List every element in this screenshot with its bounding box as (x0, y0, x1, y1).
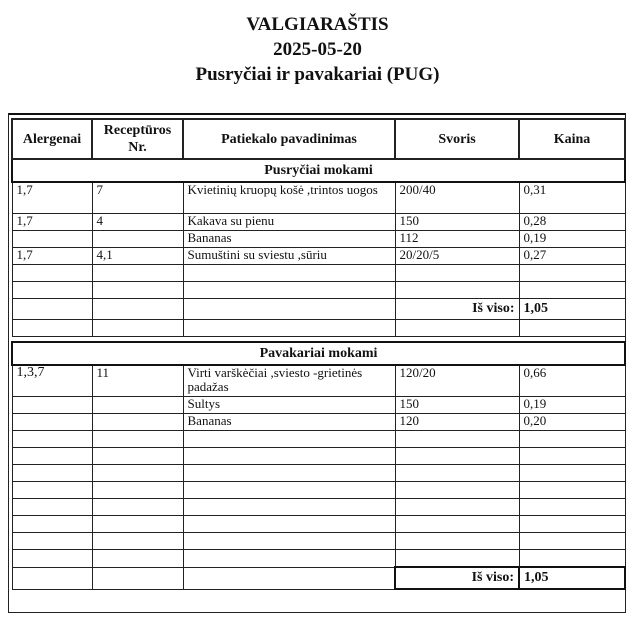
cell-recipe: 4,1 (92, 248, 183, 265)
col-price: Kaina (519, 119, 625, 159)
cell-allergens: 1,7 (12, 182, 92, 214)
col-dish-name: Patiekalo pavadinimas (183, 119, 395, 159)
section-heading-snack: Pavakariai mokami (12, 342, 625, 365)
section-snack (12, 342, 625, 365)
table-header-row (12, 119, 625, 159)
cell-recipe (92, 231, 183, 248)
table-row (12, 365, 625, 397)
cell-price: 0,66 (519, 365, 625, 397)
empty-row (12, 448, 625, 465)
cell-price: 0,31 (519, 182, 625, 214)
cell-price: 0,19 (519, 231, 625, 248)
cell-recipe: 7 (92, 182, 183, 214)
col-recipe-no-line1: Receptūros (103, 123, 172, 138)
empty-row (12, 499, 625, 516)
cell-dish-name: Virti varškėčiai ,sviesto -grietinės padažas (183, 365, 395, 397)
cell-recipe (92, 414, 183, 431)
cell-dish-name: Kvietinių kruopų košė ,trintos uogos (183, 182, 395, 214)
empty-row (12, 431, 625, 448)
cell-price: 0,27 (519, 248, 625, 265)
cell-allergens (12, 397, 92, 414)
cell-price: 0,28 (519, 214, 625, 231)
cell-dish-name: Bananas (183, 414, 395, 431)
cell-recipe (92, 397, 183, 414)
table-row (12, 214, 625, 231)
menu-title: VALGIARAŠTIS (246, 14, 389, 35)
cell-dish-name: Kakava su pienu (183, 214, 395, 231)
breakfast-total-value: 1,05 (519, 299, 625, 320)
empty-row (12, 482, 625, 499)
col-recipe-no-line2: Nr. (128, 140, 147, 155)
cell-weight: 120/20 (395, 365, 519, 397)
empty-row (12, 465, 625, 482)
cell-weight: 150 (395, 214, 519, 231)
cell-weight: 112 (395, 231, 519, 248)
cell-allergens (12, 231, 92, 248)
empty-row (12, 550, 625, 568)
empty-row (12, 533, 625, 550)
breakfast-total-row (12, 299, 625, 320)
table-row (12, 397, 625, 414)
cell-price: 0,19 (519, 397, 625, 414)
menu-date: 2025-05-20 (273, 39, 362, 60)
snack-total-value: 1,05 (519, 567, 625, 589)
empty-row (12, 265, 625, 282)
table-row (12, 414, 625, 431)
cell-weight: 20/20/5 (395, 248, 519, 265)
document-header (0, 12, 635, 87)
menu-table (11, 118, 626, 590)
table-row (12, 231, 625, 248)
snack-total-label: Iš viso: (395, 567, 519, 589)
cell-dish-name: Sultys (183, 397, 395, 414)
col-allergens: Alergenai (12, 119, 92, 159)
empty-row (12, 282, 625, 299)
snack-total-row (12, 567, 625, 589)
empty-row (12, 516, 625, 533)
cell-weight: 150 (395, 397, 519, 414)
cell-recipe: 4 (92, 214, 183, 231)
col-weight: Svoris (395, 119, 519, 159)
section-breakfast (12, 159, 625, 182)
cell-price: 0,20 (519, 414, 625, 431)
empty-row (12, 320, 625, 337)
col-recipe-no (92, 119, 183, 159)
cell-dish-name: Sumuštini su sviestu ,sūriu (183, 248, 395, 265)
menu-subtitle: Pusryčiai ir pavakariai (PUG) (195, 64, 440, 85)
section-heading-breakfast: Pusryčiai mokami (12, 159, 625, 182)
table-row (12, 182, 625, 214)
cell-allergens (12, 414, 92, 431)
cell-weight: 200/40 (395, 182, 519, 214)
cell-allergens: 1,3,7 (12, 365, 92, 397)
cell-weight: 120 (395, 414, 519, 431)
breakfast-total-label: Iš viso: (395, 299, 519, 320)
table-row (12, 248, 625, 265)
cell-dish-name: Bananas (183, 231, 395, 248)
cell-recipe: 11 (92, 365, 183, 397)
cell-allergens: 1,7 (12, 214, 92, 231)
cell-allergens: 1,7 (12, 248, 92, 265)
